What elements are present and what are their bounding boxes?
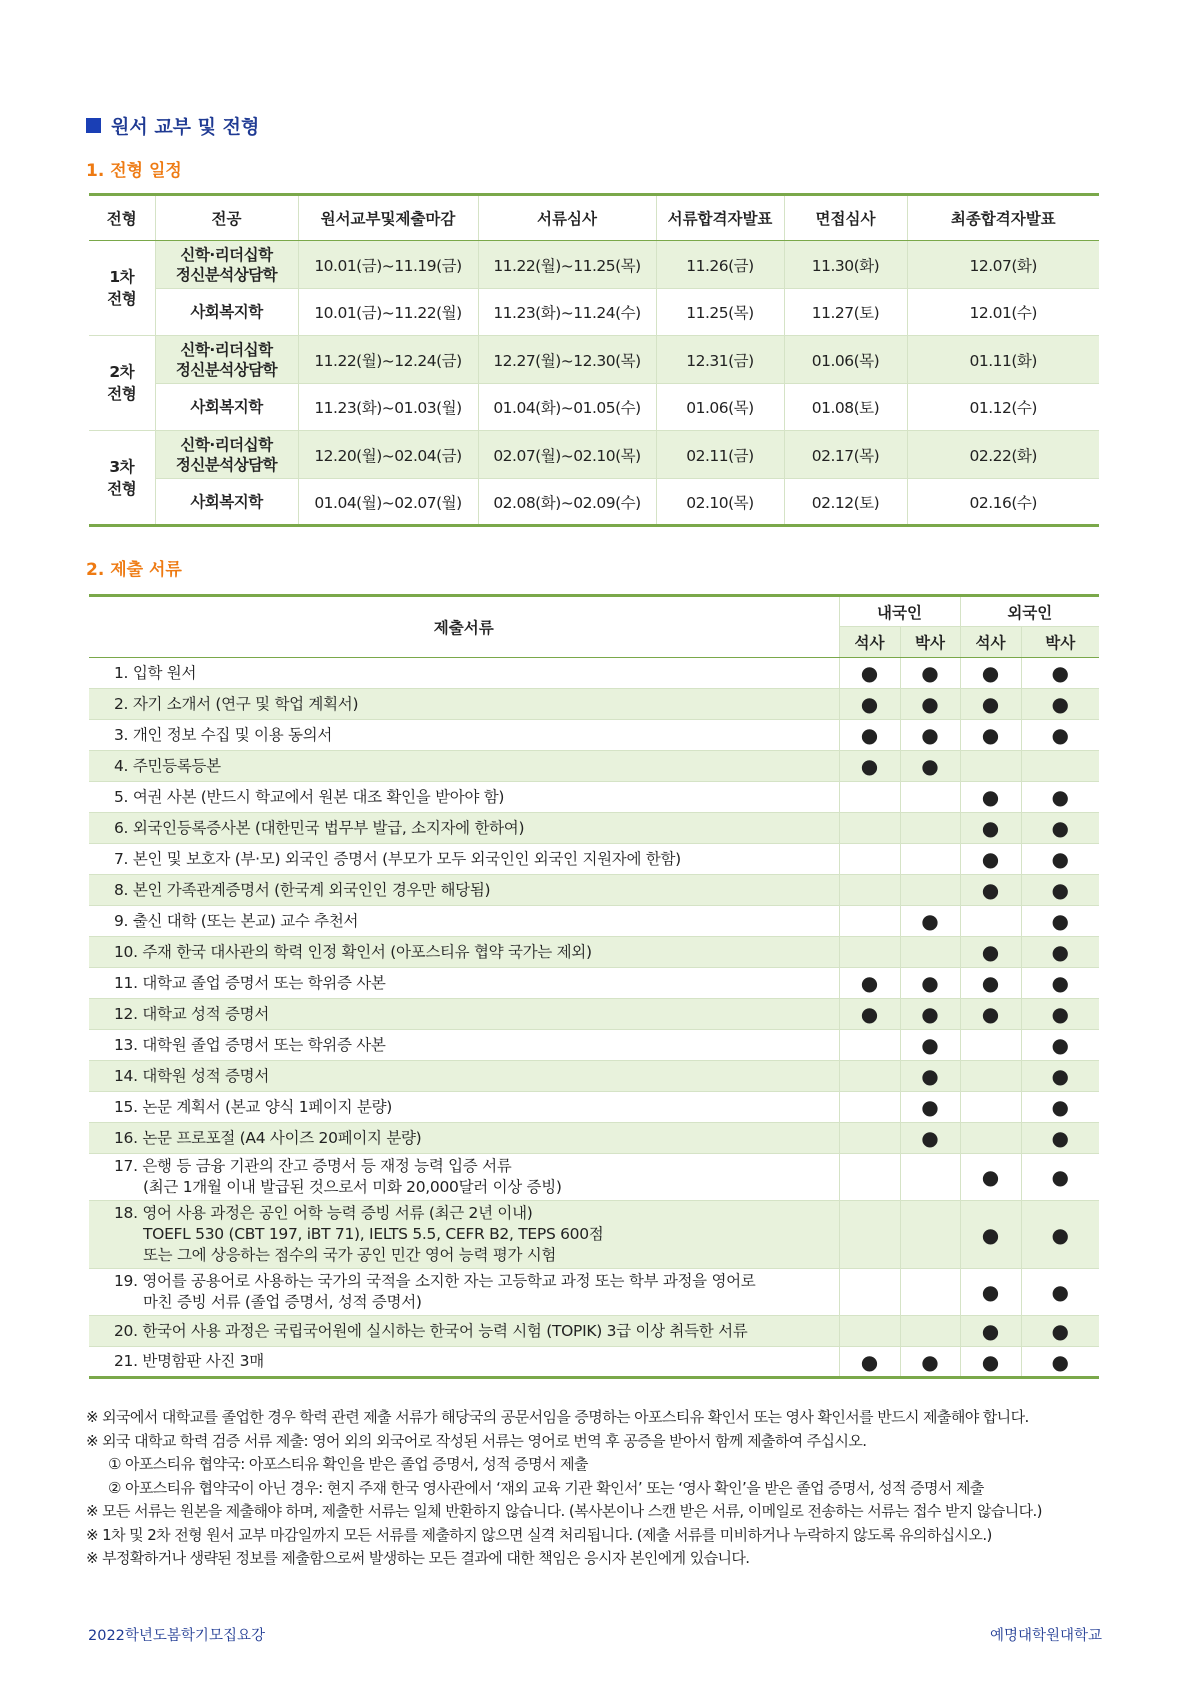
document-row <box>89 1092 1099 1123</box>
required-mark-icon: ● <box>900 1030 960 1061</box>
document-name <box>89 782 839 813</box>
empty-cell <box>839 1061 900 1092</box>
required-mark-icon: ● <box>900 968 960 999</box>
master-header: 석사 <box>960 627 1021 658</box>
document-row <box>89 1201 1099 1269</box>
interview-cell: 11.27(토) <box>784 289 907 336</box>
empty-cell <box>900 1201 960 1269</box>
document-text: 18. 영어 사용 과정은 공인 어학 능력 증빙 서류 (최근 2년 이내) <box>114 1204 533 1222</box>
interview-cell: 11.30(화) <box>784 241 907 289</box>
document-name <box>89 813 839 844</box>
empty-cell <box>839 844 900 875</box>
review-cell: 11.22(월)~11.25(목) <box>478 241 656 289</box>
col-header: 면접심사 <box>784 195 907 241</box>
empty-cell <box>839 1123 900 1154</box>
major-cell: 신학·리더십학 정신분석상담학 <box>155 336 298 384</box>
required-mark-icon: ● <box>839 720 900 751</box>
document-text: 20. 한국어 사용 과정은 국립국어원에 실시하는 한국어 능력 시험 (TOPIK) 3급 이상 취득한 서류 <box>114 1321 748 1340</box>
schedule-row <box>89 241 1099 289</box>
note: ※ 외국 대학교 학력 검증 서류 제출: 영어 외의 외국어로 작성된 서류는 영어로 번역 후 공증을 받아서 함께 제출하여 주십시오. <box>86 1431 867 1450</box>
empty-cell <box>900 1154 960 1201</box>
document-subtext: TOEFL 530 (CBT 197, iBT 71), IELTS 5.5, CEFR B2, TEPS 600점 <box>143 1225 604 1243</box>
final-cell: 01.11(화) <box>907 336 1099 384</box>
document-subtext: 마친 증빙 서류 (졸업 증명서, 성적 증명서) <box>143 1293 422 1311</box>
document-subtext: 또는 그에 상응하는 점수의 국가 공인 민간 영어 능력 평가 시험 <box>143 1246 557 1264</box>
final-cell: 01.12(수) <box>907 384 1099 431</box>
empty-cell <box>960 1092 1021 1123</box>
document-row <box>89 875 1099 906</box>
col-header: 원서교부및제출마감 <box>298 195 478 241</box>
deadline-cell: 11.22(월)~12.24(금) <box>298 336 478 384</box>
empty-cell <box>900 844 960 875</box>
deadline-cell: 11.23(화)~01.03(월) <box>298 384 478 431</box>
documents-col-title: 제출서류 <box>89 596 839 658</box>
required-mark-icon: ● <box>1021 689 1099 720</box>
required-mark-icon: ● <box>960 720 1021 751</box>
note: ② 아포스티유 협약국이 아닌 경우: 현지 주재 한국 영사관에서 ‘재외 교육 기관 확인서’ 또는 ‘영사 확인’을 받은 졸업 증명서, 성적 증명서 제출 <box>108 1478 984 1497</box>
round-label: 1차 전형 <box>89 241 155 336</box>
empty-cell <box>839 875 900 906</box>
document-row <box>89 968 1099 999</box>
required-mark-icon: ● <box>1021 1030 1099 1061</box>
required-mark-icon: ● <box>960 813 1021 844</box>
document-name <box>89 875 839 906</box>
document-row <box>89 1030 1099 1061</box>
section-title-text: 원서 교부 및 전형 <box>111 116 260 138</box>
notes <box>86 1406 1116 1571</box>
required-mark-icon: ● <box>1021 1201 1099 1269</box>
final-cell: 02.22(화) <box>907 431 1099 479</box>
required-mark-icon: ● <box>1021 813 1099 844</box>
interview-cell: 01.08(토) <box>784 384 907 431</box>
empty-cell <box>839 1269 900 1316</box>
schedule-row <box>89 289 1099 336</box>
schedule-row <box>89 431 1099 479</box>
document-text: 11. 대학교 졸업 증명서 또는 학위증 사본 <box>114 973 386 992</box>
required-mark-icon: ● <box>960 658 1021 689</box>
empty-cell <box>960 906 1021 937</box>
review-cell: 11.23(화)~11.24(수) <box>478 289 656 336</box>
empty-cell <box>900 937 960 968</box>
required-mark-icon: ● <box>1021 937 1099 968</box>
col-header: 전형 <box>89 195 155 241</box>
schedule-row <box>89 336 1099 384</box>
square-bullet-icon <box>86 118 101 133</box>
required-mark-icon: ● <box>960 1269 1021 1316</box>
required-mark-icon: ● <box>900 1347 960 1378</box>
schedule-row <box>89 384 1099 431</box>
empty-cell <box>900 1316 960 1347</box>
empty-cell <box>839 1154 900 1201</box>
doc-announce-cell: 02.10(목) <box>656 479 784 526</box>
footer-left: 2022학년도봄학기모집요강 <box>88 1628 265 1644</box>
documents-header-row <box>89 596 1099 627</box>
doctor-header: 박사 <box>900 627 960 658</box>
required-mark-icon: ● <box>900 1092 960 1123</box>
major-cell: 사회복지학 <box>155 384 298 431</box>
document-row <box>89 1061 1099 1092</box>
document-row <box>89 937 1099 968</box>
empty-cell <box>900 782 960 813</box>
document-row <box>89 906 1099 937</box>
required-mark-icon: ● <box>1021 906 1099 937</box>
document-text: 8. 본인 가족관계증명서 (한국계 외국인인 경우만 해당됨) <box>114 880 491 899</box>
document-name <box>89 658 839 689</box>
documents-table <box>89 594 1099 1379</box>
required-mark-icon: ● <box>1021 999 1099 1030</box>
schedule-table <box>89 193 1099 527</box>
document-row <box>89 1269 1099 1316</box>
required-mark-icon: ● <box>1021 1347 1099 1378</box>
required-mark-icon: ● <box>960 1347 1021 1378</box>
required-mark-icon: ● <box>839 751 900 782</box>
empty-cell <box>839 1201 900 1269</box>
required-mark-icon: ● <box>900 751 960 782</box>
empty-cell <box>900 1269 960 1316</box>
required-mark-icon: ● <box>960 782 1021 813</box>
document-text: 3. 개인 정보 수집 및 이용 동의서 <box>114 725 333 744</box>
schedule-heading: 1. 전형 일정 <box>86 161 182 181</box>
empty-cell <box>900 875 960 906</box>
document-name <box>89 999 839 1030</box>
deadline-cell: 12.20(월)~02.04(금) <box>298 431 478 479</box>
document-text: 2. 자기 소개서 (연구 및 학업 계획서) <box>114 694 359 713</box>
note: ※ 외국에서 대학교를 졸업한 경우 학력 관련 제출 서류가 해당국의 공문서임을 증명하는 아포스티유 확인서 또는 영사 확인서를 반드시 제출해야 합니다. <box>86 1408 1029 1426</box>
document-name <box>89 751 839 782</box>
document-name <box>89 906 839 937</box>
required-mark-icon: ● <box>960 1154 1021 1201</box>
doc-announce-cell: 11.25(목) <box>656 289 784 336</box>
doc-announce-cell: 01.06(목) <box>656 384 784 431</box>
deadline-cell: 10.01(금)~11.22(월) <box>298 289 478 336</box>
empty-cell <box>839 906 900 937</box>
document-text: 1. 입학 원서 <box>114 663 197 682</box>
document-name <box>89 937 839 968</box>
empty-cell <box>960 1061 1021 1092</box>
document-row <box>89 782 1099 813</box>
required-mark-icon: ● <box>900 999 960 1030</box>
document-text: 4. 주민등록등본 <box>114 756 221 775</box>
empty-cell <box>900 813 960 844</box>
document-row <box>89 844 1099 875</box>
required-mark-icon: ● <box>1021 968 1099 999</box>
document-name <box>89 720 839 751</box>
required-mark-icon: ● <box>900 689 960 720</box>
footer-right: 예명대학원대학교 <box>989 1628 1102 1644</box>
domestic-header: 내국인 <box>839 596 960 627</box>
document-row <box>89 1347 1099 1378</box>
document-name <box>89 1061 839 1092</box>
required-mark-icon: ● <box>1021 720 1099 751</box>
document-text: 14. 대학원 성적 증명서 <box>114 1066 270 1085</box>
document-row <box>89 1123 1099 1154</box>
document-text: 17. 은행 등 금융 기관의 잔고 증명서 등 재정 능력 입증 서류 <box>114 1157 512 1175</box>
document-row <box>89 689 1099 720</box>
review-cell: 02.07(월)~02.10(목) <box>478 431 656 479</box>
empty-cell <box>839 813 900 844</box>
col-header: 서류심사 <box>478 195 656 241</box>
major-cell: 신학·리더십학 정신분석상담학 <box>155 431 298 479</box>
note: ※ 1차 및 2차 전형 원서 교부 마감일까지 모든 서류를 제출하지 않으면 실격 처리됩니다. (제출 서류를 미비하거나 누락하지 않도록 유의하십시오.) <box>86 1525 992 1544</box>
empty-cell <box>839 1030 900 1061</box>
document-text: 21. 반명함판 사진 3매 <box>114 1352 264 1370</box>
document-name <box>89 689 839 720</box>
required-mark-icon: ● <box>960 937 1021 968</box>
required-mark-icon: ● <box>960 844 1021 875</box>
note: ① 아포스티유 협약국: 아포스티유 확인을 받은 졸업 증명서, 성적 증명서 제출 <box>108 1455 588 1473</box>
required-mark-icon: ● <box>1021 782 1099 813</box>
document-text: 9. 출신 대학 (또는 본교) 교수 추천서 <box>114 911 359 930</box>
final-cell: 12.01(수) <box>907 289 1099 336</box>
document-subtext: (최근 1개월 이내 발급된 것으로서 미화 20,000달러 이상 증빙) <box>143 1178 562 1196</box>
document-name <box>89 1201 839 1269</box>
document-text: 19. 영어를 공용어로 사용하는 국가의 국적을 소지한 자는 고등학교 과정 또는 학부 과정을 영어로 <box>114 1272 756 1290</box>
col-header: 전공 <box>155 195 298 241</box>
required-mark-icon: ● <box>900 658 960 689</box>
document-row <box>89 751 1099 782</box>
document-row <box>89 1154 1099 1201</box>
required-mark-icon: ● <box>1021 1123 1099 1154</box>
document-row <box>89 1316 1099 1347</box>
document-text: 6. 외국인등록증사본 (대한민국 법무부 발급, 소지자에 한하여) <box>114 818 525 837</box>
round-label: 3차 전형 <box>89 431 155 526</box>
document-row <box>89 658 1099 689</box>
required-mark-icon: ● <box>900 720 960 751</box>
required-mark-icon: ● <box>1021 1061 1099 1092</box>
required-mark-icon: ● <box>1021 1154 1099 1201</box>
document-name <box>89 1154 839 1201</box>
document-row <box>89 720 1099 751</box>
empty-cell <box>839 1092 900 1123</box>
document-text: 13. 대학원 졸업 증명서 또는 학위증 사본 <box>114 1035 386 1054</box>
document-text: 10. 주재 한국 대사관의 학력 인정 확인서 (아포스티유 협약 국가는 제외) <box>114 942 592 961</box>
required-mark-icon: ● <box>1021 844 1099 875</box>
schedule-row <box>89 479 1099 526</box>
doc-announce-cell: 11.26(금) <box>656 241 784 289</box>
review-cell: 02.08(화)~02.09(수) <box>478 479 656 526</box>
col-header: 서류합격자발표 <box>656 195 784 241</box>
required-mark-icon: ● <box>1021 1269 1099 1316</box>
doc-announce-cell: 02.11(금) <box>656 431 784 479</box>
empty-cell <box>960 751 1021 782</box>
document-name <box>89 1347 839 1378</box>
document-row <box>89 999 1099 1030</box>
required-mark-icon: ● <box>960 875 1021 906</box>
document-name <box>89 968 839 999</box>
document-text: 7. 본인 및 보호자 (부·모) 외국인 증명서 (부모가 모두 외국인인 외국인 지원자에 한함) <box>114 849 681 868</box>
foreign-header: 외국인 <box>960 596 1099 627</box>
required-mark-icon: ● <box>900 1061 960 1092</box>
interview-cell: 02.17(목) <box>784 431 907 479</box>
documents-heading: 2. 제출 서류 <box>86 560 182 580</box>
document-text: 5. 여권 사본 (반드시 학교에서 원본 대조 확인을 받아야 함) <box>114 787 505 806</box>
master-header: 석사 <box>839 627 900 658</box>
required-mark-icon: ● <box>1021 658 1099 689</box>
required-mark-icon: ● <box>960 689 1021 720</box>
empty-cell <box>839 937 900 968</box>
required-mark-icon: ● <box>839 999 900 1030</box>
schedule-header-row <box>89 195 1099 241</box>
required-mark-icon: ● <box>960 999 1021 1030</box>
note: ※ 부정확하거나 생략된 정보를 제출함으로써 발생하는 모든 결과에 대한 책임은 응시자 본인에게 있습니다. <box>86 1549 750 1567</box>
interview-cell: 01.06(목) <box>784 336 907 384</box>
doctor-header: 박사 <box>1021 627 1099 658</box>
document-text: 15. 논문 계획서 (본교 양식 1페이지 분량) <box>114 1097 392 1116</box>
interview-cell: 02.12(토) <box>784 479 907 526</box>
required-mark-icon: ● <box>960 1316 1021 1347</box>
required-mark-icon: ● <box>1021 1316 1099 1347</box>
required-mark-icon: ● <box>839 1347 900 1378</box>
major-cell: 신학·리더십학 정신분석상담학 <box>155 241 298 289</box>
doc-announce-cell: 12.31(금) <box>656 336 784 384</box>
document-name <box>89 1030 839 1061</box>
required-mark-icon: ● <box>1021 875 1099 906</box>
document-name <box>89 1269 839 1316</box>
required-mark-icon: ● <box>960 968 1021 999</box>
deadline-cell: 10.01(금)~11.19(금) <box>298 241 478 289</box>
empty-cell <box>1021 751 1099 782</box>
required-mark-icon: ● <box>900 906 960 937</box>
document-text: 16. 논문 프로포절 (A4 사이즈 20페이지 분량) <box>114 1128 422 1147</box>
required-mark-icon: ● <box>839 689 900 720</box>
required-mark-icon: ● <box>900 1123 960 1154</box>
required-mark-icon: ● <box>1021 1092 1099 1123</box>
review-cell: 01.04(화)~01.05(수) <box>478 384 656 431</box>
required-mark-icon: ● <box>960 1201 1021 1269</box>
empty-cell <box>960 1030 1021 1061</box>
col-header: 최종합격자발표 <box>907 195 1099 241</box>
required-mark-icon: ● <box>839 658 900 689</box>
final-cell: 12.07(화) <box>907 241 1099 289</box>
final-cell: 02.16(수) <box>907 479 1099 526</box>
empty-cell <box>839 1316 900 1347</box>
document-name <box>89 844 839 875</box>
document-name <box>89 1316 839 1347</box>
document-text: 12. 대학교 성적 증명서 <box>114 1004 270 1023</box>
review-cell: 12.27(월)~12.30(목) <box>478 336 656 384</box>
document-row <box>89 813 1099 844</box>
note: ※ 모든 서류는 원본을 제출해야 하며, 제출한 서류는 일체 반환하지 않습니다. (복사본이나 스캔 받은 서류, 이메일로 전송하는 서류는 접수 받지 않습니다.) <box>86 1502 1042 1520</box>
empty-cell <box>960 1123 1021 1154</box>
document-name <box>89 1092 839 1123</box>
required-mark-icon: ● <box>839 968 900 999</box>
document-name <box>89 1123 839 1154</box>
section-title <box>86 112 259 139</box>
round-label: 2차 전형 <box>89 336 155 431</box>
empty-cell <box>839 782 900 813</box>
major-cell: 사회복지학 <box>155 479 298 526</box>
major-cell: 사회복지학 <box>155 289 298 336</box>
deadline-cell: 01.04(월)~02.07(월) <box>298 479 478 526</box>
